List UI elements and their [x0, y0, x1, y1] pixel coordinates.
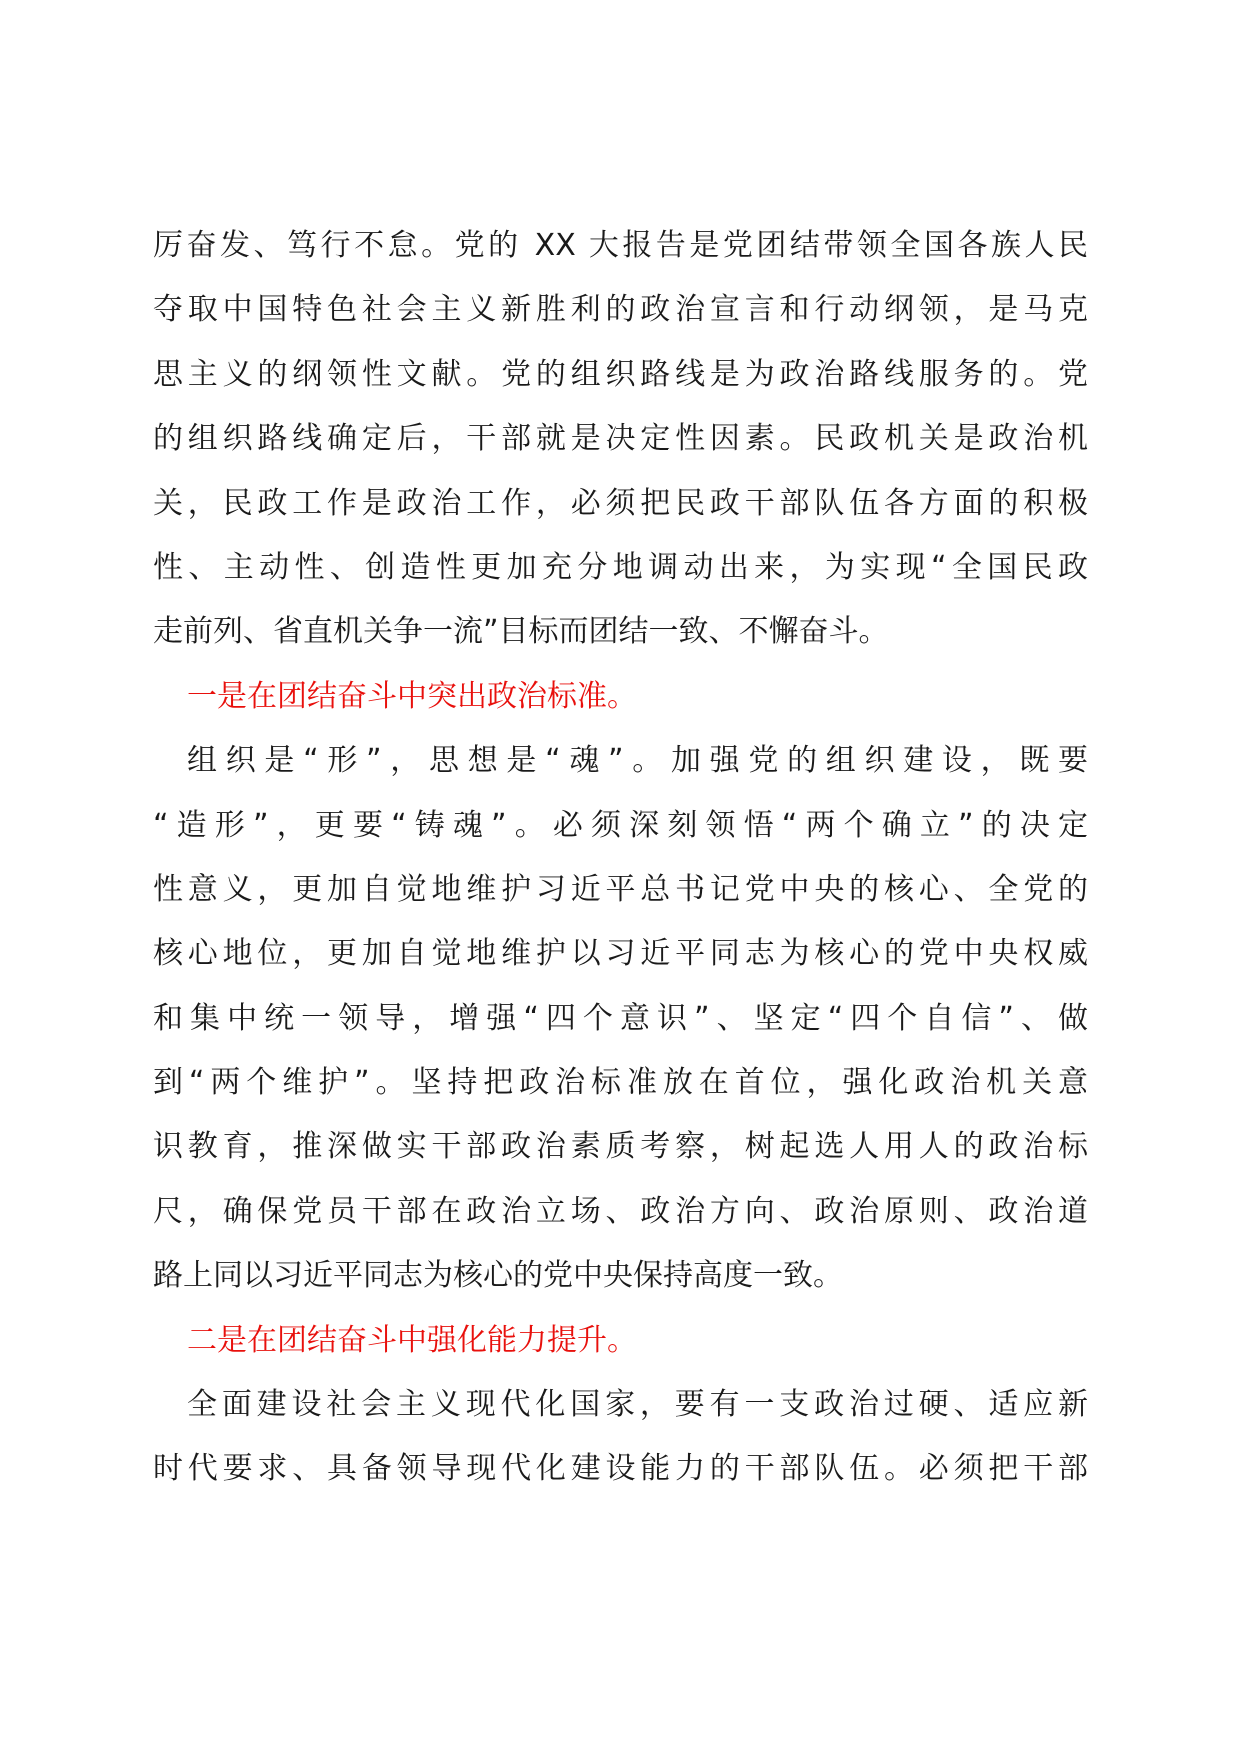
paragraph-line: 到“两个维护”。坚持把政治标准放在首位，强化政治机关意 [153, 1065, 1088, 1101]
paragraph-line: 走前列、省直机关争一流”目标而团结一致、不懈奋斗。 [153, 614, 889, 650]
paragraph-line: 关，民政工作是政治工作，必须把民政干部队伍各方面的积极 [153, 485, 1088, 521]
paragraph-line: 路上同以习近平同志为核心的党中央保持高度一致。 [153, 1258, 843, 1294]
paragraph-line: 时代要求、具备领导现代化建设能力的干部队伍。必须把干部 [153, 1451, 1088, 1487]
paragraph-line: 核心地位，更加自觉地维护以习近平同志为核心的党中央权威 [153, 936, 1088, 972]
document-body [153, 214, 1088, 1502]
section-heading: 二是在团结奋斗中强化能力提升。 [187, 1322, 637, 1358]
paragraph-line: 组织是“形”，思想是“魂”。加强党的组织建设，既要 [187, 743, 1088, 779]
paragraph-line: “造形”，更要“铸魂”。必须深刻领悟“两个确立”的决定 [153, 807, 1088, 843]
paragraph-line: 性意义，更加自觉地维护习近平总书记党中央的核心、全党的 [153, 871, 1088, 907]
section-heading: 一是在团结奋斗中突出政治标准。 [187, 678, 637, 714]
paragraph-line: 的组织路线确定后，干部就是决定性因素。民政机关是政治机 [153, 421, 1088, 457]
paragraph-line: 尺，确保党员干部在政治立场、政治方向、政治原则、政治道 [153, 1193, 1088, 1229]
paragraph-line: 性、主动性、创造性更加充分地调动出来，为实现“全国民政 [153, 549, 1088, 585]
paragraph-line: 全面建设社会主义现代化国家，要有一支政治过硬、适应新 [187, 1387, 1088, 1423]
paragraph-line: 思主义的纲领性文献。党的组织路线是为政治路线服务的。党 [153, 356, 1088, 392]
paragraph-line: 厉奋发、笃行不怠。党的 XX 大报告是党团结带领全国各族人民 [153, 228, 1088, 263]
paragraph-line: 和集中统一领导，增强“四个意识”、坚定“四个自信”、做 [153, 1000, 1088, 1036]
paragraph-line: 夺取中国特色社会主义新胜利的政治宣言和行动纲领，是马克 [153, 292, 1088, 328]
paragraph-line: 识教育，推深做实干部政治素质考察，树起选人用人的政治标 [153, 1129, 1088, 1165]
